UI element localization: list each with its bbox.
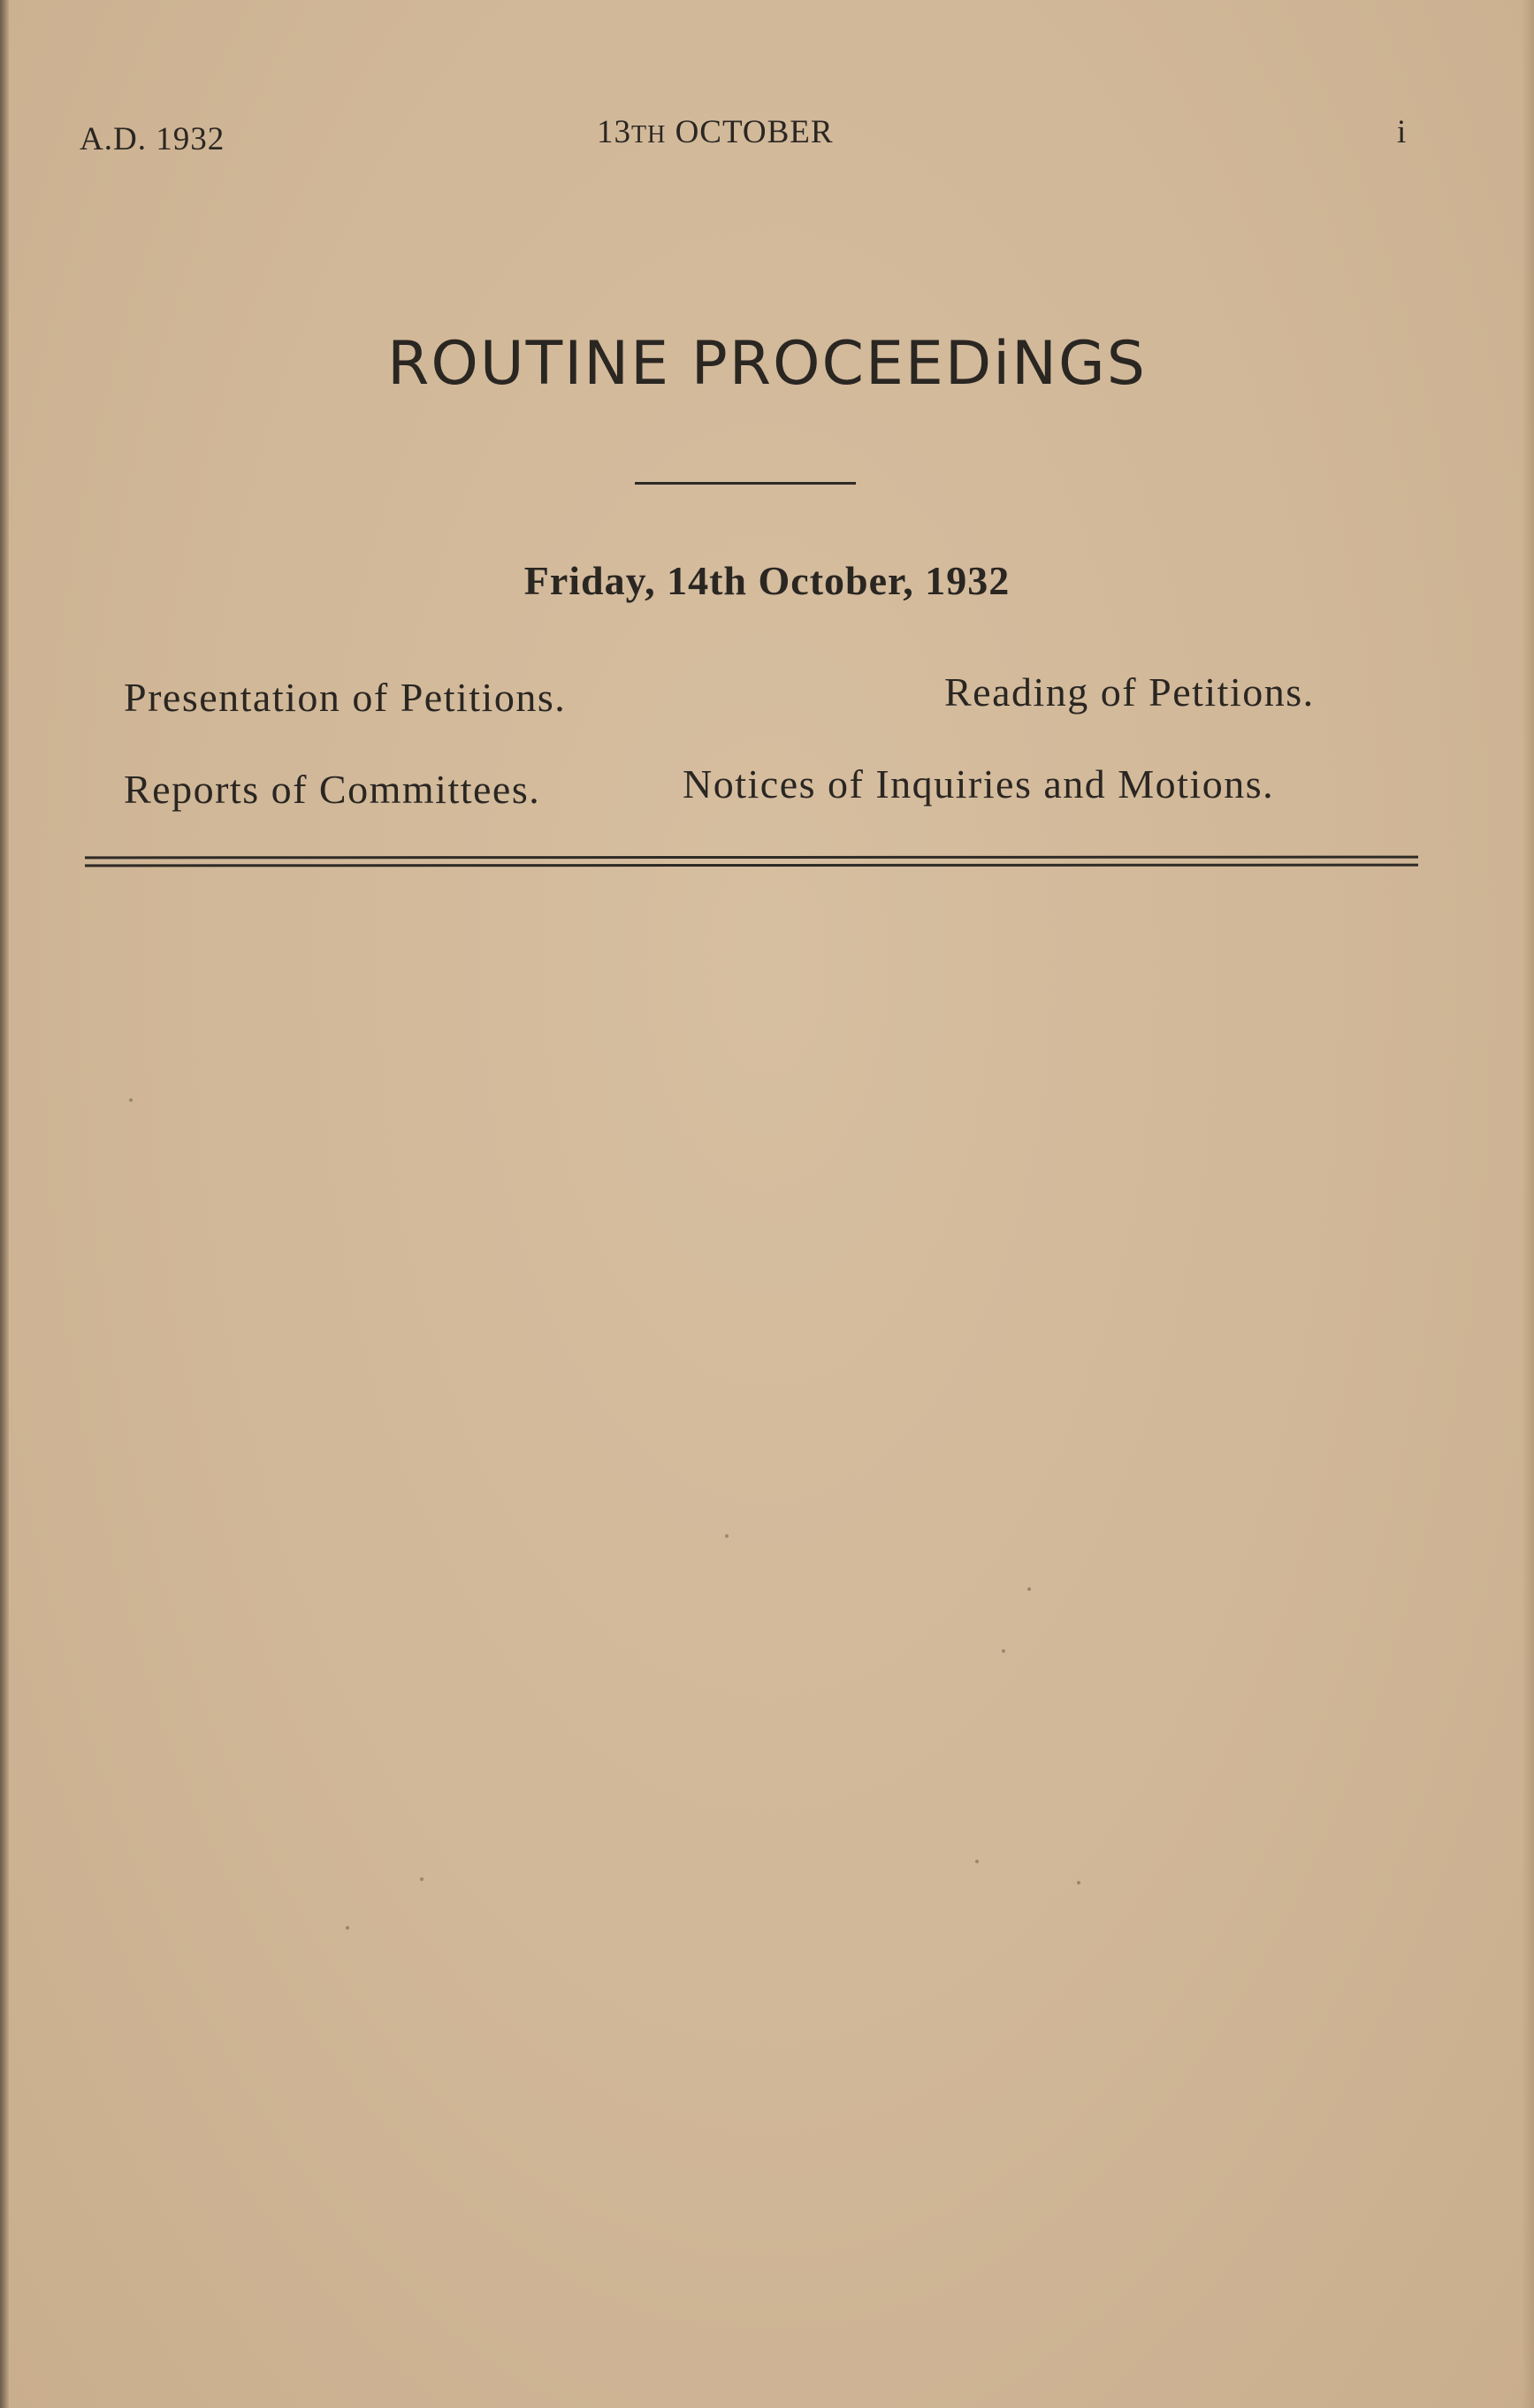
session-date: Friday, 14th October, 1932 (523, 558, 1011, 603)
proceeding-item-reports-of-committees: Reports of Committees. (124, 767, 541, 812)
header-page-number: i (1397, 114, 1408, 150)
paper-speck (975, 1860, 979, 1863)
header-date-month: OCTOBER (675, 114, 834, 150)
proceeding-item-presentation-of-petitions: Presentation of Petitions. (124, 675, 567, 720)
paper-speck (129, 1098, 133, 1102)
header-year: A.D. 1932 (80, 121, 225, 157)
section-double-rule (85, 856, 1418, 868)
header-date (597, 113, 834, 151)
paper-speck (1077, 1881, 1080, 1884)
paper-speck (346, 1926, 349, 1930)
running-header (0, 113, 1534, 157)
proceeding-item-reading-of-petitions: Reading of Petitions. (944, 669, 1315, 715)
proceeding-item-notices-of-inquiries: Notices of Inquiries and Motions. (683, 761, 1275, 806)
paper-speck (1002, 1649, 1005, 1653)
header-date-number: 13 (597, 114, 631, 150)
title-divider (635, 482, 856, 485)
page-title: ROUTINE PROCEEDiNGS (387, 329, 1147, 399)
paper-speck (725, 1534, 729, 1538)
paper-speck (1027, 1587, 1031, 1591)
paper-speck (420, 1877, 424, 1881)
header-date-suffix: TH (631, 121, 667, 149)
